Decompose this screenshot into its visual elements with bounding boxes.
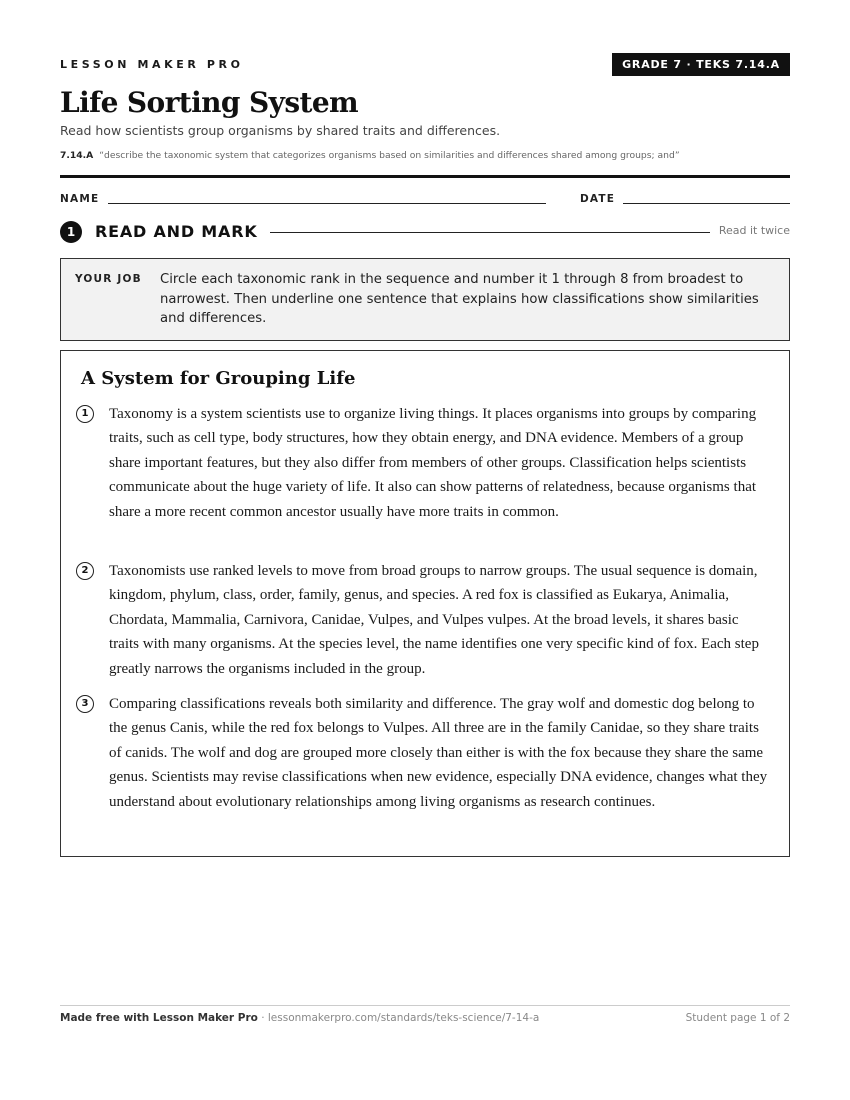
footer-page-number: Student page 1 of 2: [685, 1012, 790, 1024]
page-subtitle: Read how scientists group organisms by shared traits and differences.: [60, 123, 501, 138]
footer-url[interactable]: lessonmakerpro.com/standards/teks-science/7-14-a: [267, 1012, 540, 1024]
section-note: Read it twice: [718, 224, 790, 237]
section-number-badge: 1: [60, 221, 82, 243]
paragraph-number-badge: 1: [76, 405, 94, 423]
footer-made-with: Made free with Lesson Maker Pro: [60, 1012, 258, 1024]
paragraph-number-badge: 2: [76, 562, 94, 580]
page-title: Life Sorting System: [60, 86, 359, 119]
section-title: READ AND MARK: [95, 222, 258, 241]
standard-line: [60, 150, 680, 161]
paragraph-text: Taxonomy is a system scientists use to organize living things. It places organisms into groups by comparing traits, such as cell type, body structures, how they obtain energy, and DNA evidence. Members of a group share important features, but they also differ from members of other groups. Classification helps scientists communicate about the huge variety of life. It also can show patterns of relatedness, because organisms that share a more recent common ancestor usually have more traits in common.: [109, 406, 757, 520]
standard-code: 7.14.A: [60, 150, 94, 161]
brand-name: LESSON MAKER PRO: [60, 58, 244, 71]
paragraph-number-badge: 3: [76, 695, 94, 713]
paragraph-text: Comparing classifications reveals both similarity and difference. The gray wolf and domestic dog belong to the genus Canis, while the red fox belongs to Vulpes. All three are in the family Canidae, so they share traits of canids. The wolf and dog are grouped more closely than either is with the fox because they share the same genus. Scientists may revise classifications when new evidence, especially DNA evidence, changes what they understand about evolutionary relationships among living organisms as research continues.: [109, 696, 768, 810]
job-label: YOUR JOB: [75, 273, 142, 285]
paragraph-text: Taxonomists use ranked levels to move from broad groups to narrow groups. The usual sequence is domain, kingdom, phylum, class, order, family, genus, and species. A red fox is classified as Eukarya, Animalia, Chordata, Mammalia, Carnivora, Canidae, Vulpes, and Vulpes vulpes. At the broad levels, it shares basic traits with many organisms. At the species level, the name identifies one very specific kind of fox. Each step greatly narrows the organisms included in the group.: [109, 563, 759, 677]
job-box: [60, 258, 790, 341]
footer-credit: [60, 1012, 539, 1024]
reading-passage: [60, 350, 790, 857]
header-divider: [60, 175, 790, 178]
footer-separator: ·: [257, 1012, 268, 1024]
section-divider: [270, 232, 710, 233]
name-label: NAME: [60, 193, 100, 205]
passage-title: A System for Grouping Life: [81, 368, 356, 389]
name-field[interactable]: [108, 203, 546, 204]
job-instructions: Circle each taxonomic rank in the sequence and number it 1 through 8 from broadest to narrowest. Then underline one sentence that explains how classifications show similarities and differences.: [160, 272, 759, 326]
footer-divider: [60, 1005, 790, 1006]
standard-text: “describe the taxonomic system that categorizes organisms based on similarities and differences shared among groups; and”: [99, 150, 680, 161]
grade-badge: GRADE 7 · TEKS 7.14.A: [612, 53, 790, 76]
date-label: DATE: [580, 193, 616, 205]
date-field[interactable]: [623, 203, 790, 204]
